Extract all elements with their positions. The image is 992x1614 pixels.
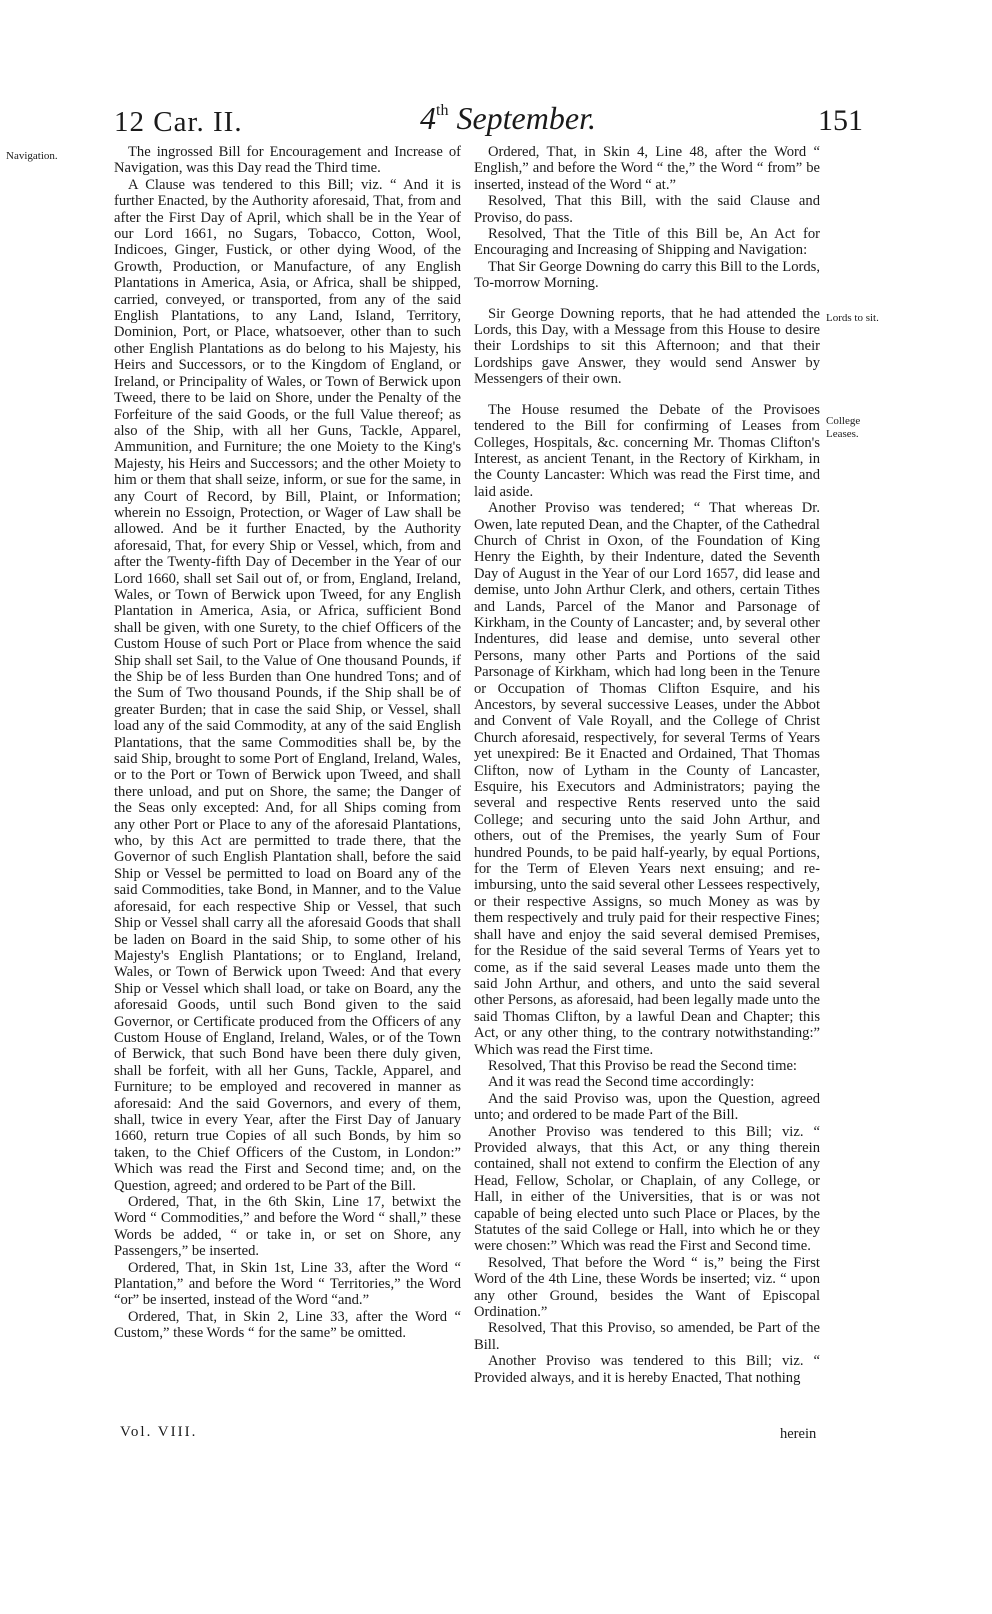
catchword: herein	[780, 1426, 817, 1442]
paragraph: Ordered, That, in Skin 2, Line 33, after the Word “ Custom,” these Words “ for the same” be omitted.	[114, 1308, 461, 1342]
paragraph-lords-report: Sir George Downing reports, that he had attended the Lords, this Day, with a Message from this House to desire their Lordships to sit this Afternoon; and that their Lordships gave Answer, they would send Answer by Messengers of their own.	[474, 305, 820, 388]
volume-label: Vol. VIII.	[120, 1424, 198, 1440]
left-column	[114, 144, 461, 1342]
paragraph: And it was read the Second time accordingly:	[488, 1074, 755, 1091]
reign-heading: 12 Car. II.	[114, 106, 243, 138]
paragraph: Resolved, That before the Word “ is,” being the First Word of the 4th Line, these Words be inserted; viz. “ upon any other Ground, besides the Want of Episcopal Ordination.”	[474, 1254, 820, 1321]
paragraph: Ordered, That, in the 6th Skin, Line 17, betwixt the Word “ Commodities,” and before the Word “ shall,” these Words be added, “ or take in, or set on Shore, any Passengers,” be inserted.	[114, 1194, 461, 1260]
paragraph: The ingrossed Bill for Encouragement and Increase of Navigation, was this Day read the Third time.	[114, 144, 461, 177]
date-month: September.	[456, 100, 596, 136]
page-number: 151	[818, 104, 863, 137]
paragraph: Another Proviso was tendered to this Bill; viz. “ Provided always, that this Act, or any thing therein contained, shall not extend to confirm the Election of any Head, Fellow, Scholar, or Chaplain, of any College, or Hall, in either of the Universities, that is or was not capable of being elected unto such Place or Places, by the Statutes of the said College or Hall, into which he or they were chosen:” Which was read the First and Second time.	[474, 1123, 820, 1255]
paragraph: A Clause was tendered to this Bill; viz. “ And it is further Enacted, by the Authority aforesaid, That, from and after the First Day of April, which shall be in the Year of our Lord 1661, no Sugars, Tobacco, Cotton, Wool, Indicoes, Ginger, Fustick, or other dying Wood, of the Growth, Production, or Manufacture, of any English Plantations in America, Asia, or Africa, shall be shipped, carried, conveyed, or transported, from any of the said English Plantations, to any Land, Island, Territory, Dominion, Port, or Place, whatsoever, other than to such other English Plantations as do belong to his Majesty, his Heirs and Successors, or to the Kingdom of England, or Ireland, or Principality of Wales, or Town of Berwick upon Tweed, there to be laid on Shore, under the Penalty of the Forfeiture of the said Goods, or the full Value thereof; as also of the Ship, with all her Guns, Tackle, Apparel, Ammunition, and Furniture; the one Moiety to the King's Majesty, his Heirs and Successors; and the other Moiety to him or them that shall seize, inform, or sue for the same, in any Court of Record, by Bill, Plaint, or Information; wherein no Essoign, Protection, or Wager of Law shall be allowed. And be it further Enacted, by the Authority aforesaid, That, for every Ship or Vessel, which, from and after the Twenty-fifth Day of December in the Year of our Lord 1660, shall set Sail out of, or from, England, Ireland, Wales, or Town of Berwick upon Tweed, for any English Plantation in America, Asia, or Africa, sufficient Bond shall be given, with one Surety, to the chief Officers of the Custom House of such Port or Place from whence the said Ship shall set Sail, to the Value of One thousand Pounds, if the Ship be of less Burden than One hundred Tons; and of the Sum of Two thousand Pounds, if the Ship shall be of greater Burden; that in case the said Ship, or Vessel, shall load any of the said Commodity, at any of the said English Plantations, that the same Commodities shall be, by the said Ship, brought to some Port of England, Ireland, Wales, or to the Port or Town of Berwick upon Tweed, and shall there unload, and put on Shore, the same; the Danger of the Seas only excepted: And, for all Ships coming from any other Port or Place to any of the aforesaid Plantations, who, by this Act are permitted to trade there, that the Governor of such English Plantation shall, before the said Ship or Vessel be permitted to load on Board any of the said Commodities, take Bond, in Manner, and to the Value aforesaid, for each respective Ship or Vessel, that such Ship or Vessel shall carry all the aforesaid Goods that shall be laden on Board in the said Ship, to some other of his Majesty's English Plantations; or to England, Ireland, Wales, or Town of Berwick upon Tweed: And that every Ship or Vessel which shall load, or take on Board, any the aforesaid Goods, until such Bond given to the said Governor, or Certificate produced from the Officers of any Custom House of England, Ireland, Wales, or of the Town of Berwick, that such Bond have been there duly given, shall be forfeit, with all her Guns, Tackle, Apparel, and Furniture; to be employed and recovered in manner as aforesaid: And the said Governors, and every of them, shall, twice in every Year, after the First Day of January 1660, return true Copies of all such Bonds, by him so taken, to the Chief Officers of the Custom, in London:” Which was read the First and Second time; and, on the Question, agreed; and ordered to be Part of the Bill.	[114, 176, 461, 1194]
paragraph: That Sir George Downing do carry this Bill to the Lords, To-morrow Morning.	[474, 258, 820, 292]
paragraph: Resolved, That this Proviso be read the Second time:	[488, 1057, 797, 1074]
margin-note-navigation: Navigation.	[6, 150, 58, 162]
paragraph: Resolved, That this Bill, with the said Clause and Proviso, do pass.	[474, 193, 820, 226]
paragraph: The House resumed the Debate of the Provisoes tendered to the Bill for confirming of Leases from Colleges, Hospitals, &c. concerning Mr. Thomas Clifton's Interest, as ancient Tenant, in the Rectory of Kirkham, in the County Lancaster: Which was read the First time, and laid aside.	[474, 401, 820, 500]
date-day: 4	[420, 100, 436, 136]
paragraph: And the said Proviso was, upon the Question, agreed unto; and ordered to be made Part of the Bill.	[474, 1090, 820, 1124]
paragraph: Resolved, That the Title of this Bill be, An Act for Encouraging and Increasing of Shipping and Navigation:	[474, 226, 820, 259]
right-column	[474, 144, 820, 1386]
paragraph: Ordered, That, in Skin 4, Line 48, after the Word “ English,” and before the Word “ the,” the Word “ from” be inserted, instead of the Word “ at.”	[474, 144, 820, 193]
paragraph: Another Proviso was tendered to this Bill; viz. “ Provided always, and it is hereby Enacted, That nothing	[474, 1353, 820, 1386]
margin-note-lords-to-sit: Lords to sit.	[826, 312, 879, 324]
date-heading	[420, 100, 596, 137]
margin-note-college-leases: College Leases.	[826, 415, 861, 440]
date-suffix: th	[436, 102, 449, 119]
paragraph: Resolved, That this Proviso, so amended, be Part of the Bill.	[474, 1320, 820, 1353]
paragraph: Ordered, That, in Skin 1st, Line 33, after the Word “ Plantation,” and before the Word “ Territories,” the Word “or” be inserted, instead of the Word “and.”	[114, 1259, 461, 1309]
paragraph: Another Proviso was tendered; “ That whereas Dr. Owen, late reputed Dean, and the Chapter, of the Cathedral Church of Christ in Oxon, of the Foundation of King Henry the Eighth, by their Indenture, dated the Seventh Day of August in the Year of our Lord 1657, did lease and demise, unto John Arthur Clerk, and others, certain Tithes and Lands, Parcel of the Manor and Parsonage of Kirkham, in the County of Lancaster; and, by several other Indentures, did lease and demise, unto several other Persons, many other Parts and Portions of the said Parsonage of Kirkham, which had long been in the Tenure or Occupation of Thomas Clifton Esquire, and his Ancestors, by several successive Leases, under the Abbot and Convent of Vale Royall, and the College of Christ Church aforesaid, respectively, for several Terms of Years yet unexpired: Be it Enacted and Ordained, That Thomas Clifton, now of Lytham in the County of Lancaster, Esquire, his Executors and Administrators; paying the several and respective Rents reserved unto the said College; and securing unto the said John Arthur, and others, out of the Premises, the yearly Sum of Four hundred Pounds, to be paid half-yearly, by equal Portions, for the Term of Eleven Years next ensuing; and re-imbursing, unto the said several other Lessees respectively, or their respective Assigns, so much Money as was by them respectively and truly paid for their respective Fines; shall have and enjoy the said several demised Premises, for the Residue of the said several Terms of Years yet to come, as if the said several Leases made unto them the said John Arthur, and others, and unto the said several other Persons, as aforesaid, had been legally made unto the said Thomas Clifton, by a lawful Dean and Chapter; this Act, or any other thing, to the contrary notwithstanding:” Which was read the First time.	[474, 500, 820, 1058]
